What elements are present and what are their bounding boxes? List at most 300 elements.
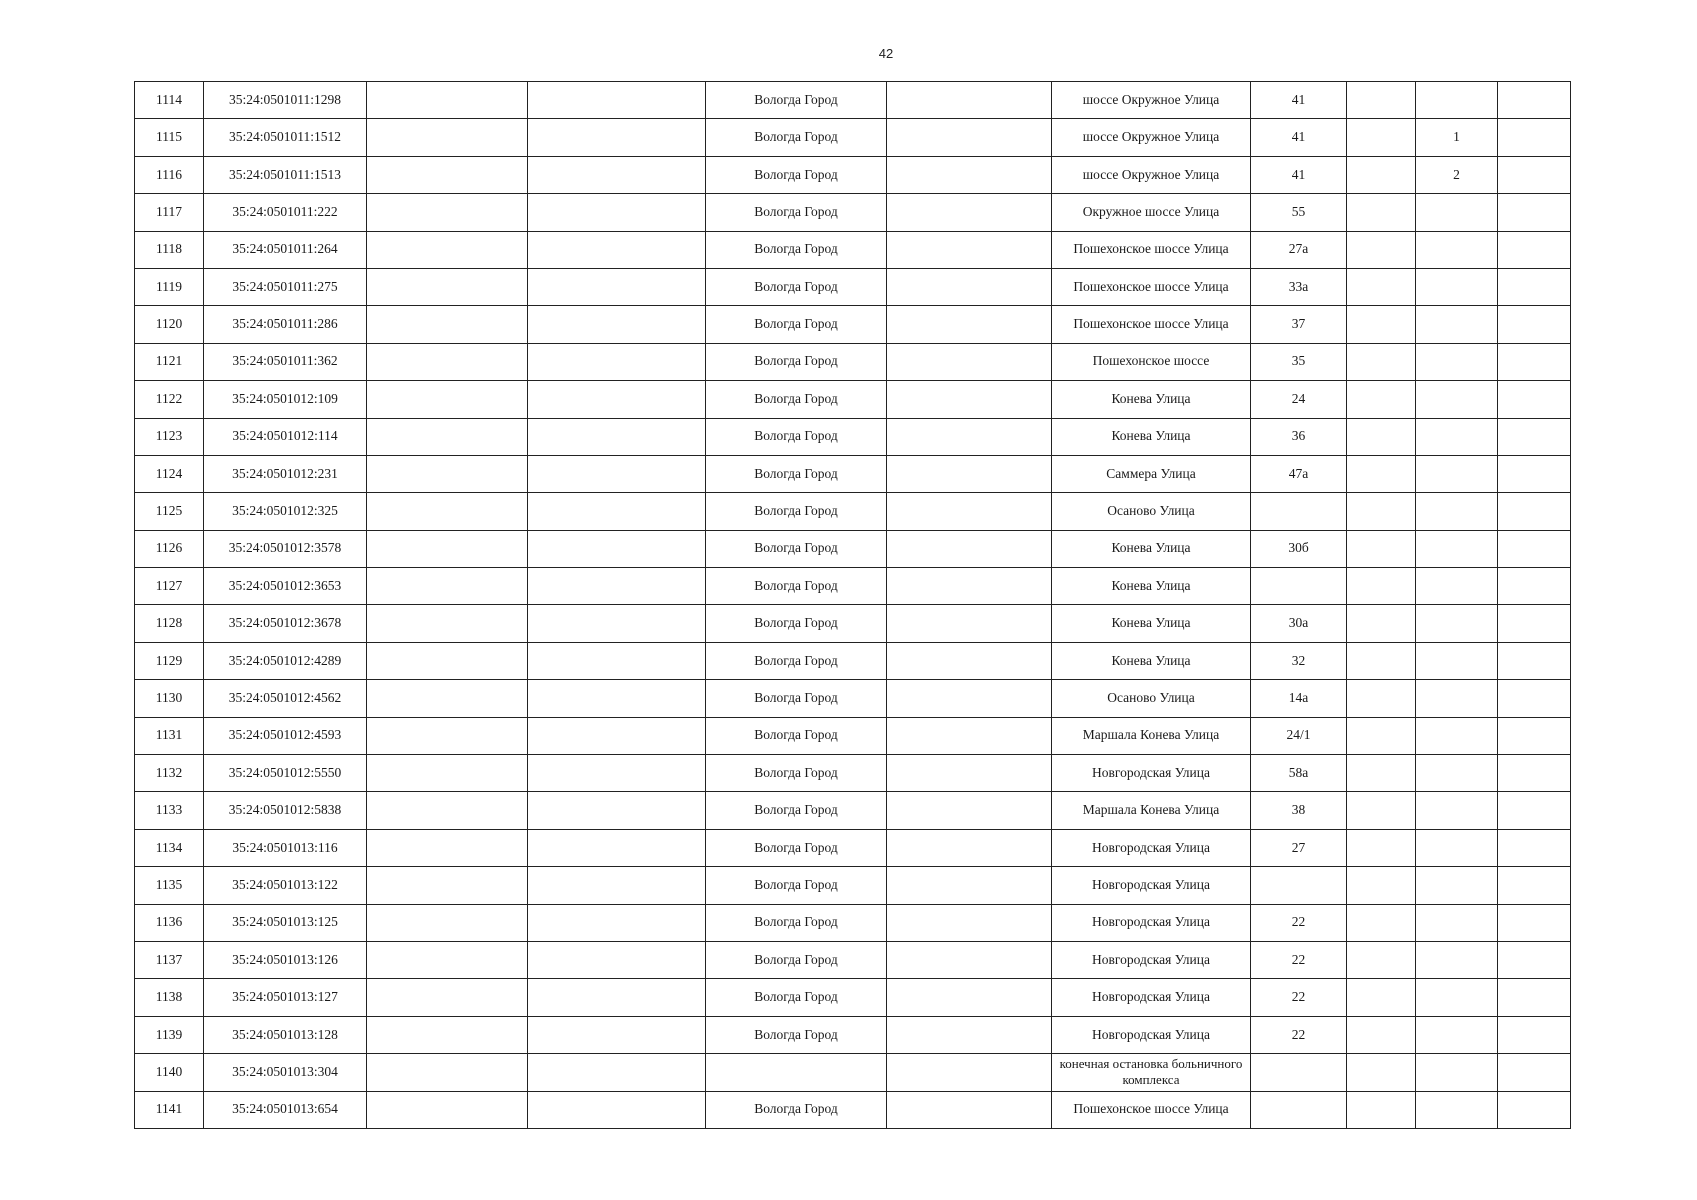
building-cell (1347, 568, 1416, 605)
row-number-cell: 1139 (135, 1016, 204, 1053)
house-number-cell: 22 (1251, 1016, 1347, 1053)
building-cell (1347, 904, 1416, 941)
empty-cell-6 (887, 904, 1052, 941)
apartment-cell (1498, 568, 1571, 605)
house-number-cell (1251, 867, 1347, 904)
empty-cell-6 (887, 1091, 1052, 1128)
house-number-cell: 38 (1251, 792, 1347, 829)
locality-cell: Вологда Город (706, 642, 887, 679)
row-number-cell: 1133 (135, 792, 204, 829)
street-cell: Новгородская Улица (1052, 904, 1251, 941)
street-cell: Маршала Конева Улица (1052, 717, 1251, 754)
cadastral-number-cell: 35:24:0501012:325 (204, 493, 367, 530)
house-number-cell: 58а (1251, 755, 1347, 792)
cadastral-number-cell: 35:24:0501012:3578 (204, 530, 367, 567)
street-cell: Конева Улица (1052, 381, 1251, 418)
table-row (135, 381, 1571, 418)
locality-cell: Вологда Город (706, 455, 887, 492)
apartment-cell (1498, 194, 1571, 231)
cadastral-number-cell: 35:24:0501012:114 (204, 418, 367, 455)
street-cell: шоссе Окружное Улица (1052, 119, 1251, 156)
cadastral-number-cell: 35:24:0501011:1298 (204, 82, 367, 119)
locality-cell: Вологда Город (706, 717, 887, 754)
corpus-cell (1416, 941, 1498, 978)
row-number-cell: 1138 (135, 979, 204, 1016)
locality-cell: Вологда Город (706, 306, 887, 343)
corpus-cell (1416, 1091, 1498, 1128)
row-number-cell: 1129 (135, 642, 204, 679)
apartment-cell (1498, 1091, 1571, 1128)
empty-cell-4 (528, 979, 706, 1016)
empty-cell-3 (367, 605, 528, 642)
cadastral-number-cell: 35:24:0501011:275 (204, 268, 367, 305)
locality-cell: Вологда Город (706, 792, 887, 829)
empty-cell-6 (887, 82, 1052, 119)
empty-cell-6 (887, 194, 1052, 231)
table-row (135, 493, 1571, 530)
corpus-cell (1416, 306, 1498, 343)
cadastral-number-cell: 35:24:0501012:4593 (204, 717, 367, 754)
empty-cell-3 (367, 717, 528, 754)
corpus-cell (1416, 568, 1498, 605)
apartment-cell (1498, 418, 1571, 455)
locality-cell: Вологда Город (706, 979, 887, 1016)
street-cell: Осаново Улица (1052, 493, 1251, 530)
cadastral-number-cell: 35:24:0501013:122 (204, 867, 367, 904)
cadastral-number-cell: 35:24:0501011:1512 (204, 119, 367, 156)
locality-cell: Вологда Город (706, 755, 887, 792)
corpus-cell (1416, 605, 1498, 642)
table-row (135, 119, 1571, 156)
apartment-cell (1498, 82, 1571, 119)
empty-cell-3 (367, 343, 528, 380)
building-cell (1347, 119, 1416, 156)
empty-cell-6 (887, 306, 1052, 343)
building-cell (1347, 680, 1416, 717)
empty-cell-3 (367, 755, 528, 792)
street-cell: Новгородская Улица (1052, 941, 1251, 978)
house-number-cell (1251, 1054, 1347, 1091)
street-cell: Окружное шоссе Улица (1052, 194, 1251, 231)
apartment-cell (1498, 680, 1571, 717)
building-cell (1347, 1091, 1416, 1128)
house-number-cell (1251, 1091, 1347, 1128)
empty-cell-3 (367, 530, 528, 567)
locality-cell: Вологда Город (706, 343, 887, 380)
house-number-cell: 36 (1251, 418, 1347, 455)
empty-cell-3 (367, 306, 528, 343)
empty-cell-6 (887, 829, 1052, 866)
apartment-cell (1498, 268, 1571, 305)
empty-cell-3 (367, 792, 528, 829)
cadastral-number-cell: 35:24:0501012:3678 (204, 605, 367, 642)
page-number: 42 (878, 46, 894, 61)
house-number-cell: 27а (1251, 231, 1347, 268)
house-number-cell: 14а (1251, 680, 1347, 717)
building-cell (1347, 792, 1416, 829)
empty-cell-4 (528, 455, 706, 492)
apartment-cell (1498, 941, 1571, 978)
cadastral-number-cell: 35:24:0501012:5550 (204, 755, 367, 792)
empty-cell-4 (528, 119, 706, 156)
corpus-cell (1416, 268, 1498, 305)
empty-cell-4 (528, 792, 706, 829)
street-cell: Новгородская Улица (1052, 1016, 1251, 1053)
row-number-cell: 1135 (135, 867, 204, 904)
house-number-cell: 41 (1251, 82, 1347, 119)
corpus-cell (1416, 642, 1498, 679)
empty-cell-4 (528, 829, 706, 866)
street-cell: Пошехонское шоссе Улица (1052, 306, 1251, 343)
empty-cell-4 (528, 867, 706, 904)
empty-cell-4 (528, 268, 706, 305)
row-number-cell: 1124 (135, 455, 204, 492)
empty-cell-3 (367, 979, 528, 1016)
table-row (135, 829, 1571, 866)
apartment-cell (1498, 792, 1571, 829)
empty-cell-4 (528, 568, 706, 605)
house-number-cell: 55 (1251, 194, 1347, 231)
building-cell (1347, 306, 1416, 343)
empty-cell-4 (528, 343, 706, 380)
empty-cell-4 (528, 755, 706, 792)
table-row (135, 605, 1571, 642)
locality-cell: Вологда Город (706, 268, 887, 305)
empty-cell-4 (528, 605, 706, 642)
building-cell (1347, 605, 1416, 642)
house-number-cell: 47а (1251, 455, 1347, 492)
locality-cell: Вологда Город (706, 1016, 887, 1053)
street-cell: Новгородская Улица (1052, 979, 1251, 1016)
cadastral-number-cell: 35:24:0501012:109 (204, 381, 367, 418)
apartment-cell (1498, 1054, 1571, 1091)
row-number-cell: 1120 (135, 306, 204, 343)
locality-cell: Вологда Город (706, 530, 887, 567)
empty-cell-4 (528, 1016, 706, 1053)
house-number-cell: 35 (1251, 343, 1347, 380)
table-row (135, 306, 1571, 343)
empty-cell-6 (887, 680, 1052, 717)
building-cell (1347, 231, 1416, 268)
house-number-cell: 22 (1251, 979, 1347, 1016)
registry-table-body (135, 82, 1571, 1129)
table-row (135, 231, 1571, 268)
table-row (135, 82, 1571, 119)
corpus-cell (1416, 680, 1498, 717)
street-cell: Пошехонское шоссе Улица (1052, 268, 1251, 305)
street-cell: Новгородская Улица (1052, 829, 1251, 866)
cadastral-number-cell: 35:24:0501012:4562 (204, 680, 367, 717)
empty-cell-3 (367, 493, 528, 530)
row-number-cell: 1130 (135, 680, 204, 717)
row-number-cell: 1132 (135, 755, 204, 792)
empty-cell-6 (887, 717, 1052, 754)
locality-cell: Вологда Город (706, 418, 887, 455)
street-cell: Пошехонское шоссе (1052, 343, 1251, 380)
corpus-cell (1416, 493, 1498, 530)
empty-cell-3 (367, 119, 528, 156)
row-number-cell: 1117 (135, 194, 204, 231)
building-cell (1347, 867, 1416, 904)
street-cell: шоссе Окружное Улица (1052, 82, 1251, 119)
empty-cell-4 (528, 530, 706, 567)
empty-cell-4 (528, 231, 706, 268)
empty-cell-3 (367, 568, 528, 605)
table-row (135, 904, 1571, 941)
building-cell (1347, 941, 1416, 978)
house-number-cell: 30а (1251, 605, 1347, 642)
building-cell (1347, 82, 1416, 119)
empty-cell-3 (367, 1091, 528, 1128)
empty-cell-4 (528, 642, 706, 679)
corpus-cell (1416, 381, 1498, 418)
street-cell: Маршала Конева Улица (1052, 792, 1251, 829)
table-row (135, 418, 1571, 455)
cadastral-number-cell: 35:24:0501011:1513 (204, 156, 367, 193)
cadastral-number-cell: 35:24:0501013:128 (204, 1016, 367, 1053)
building-cell (1347, 717, 1416, 754)
table-row (135, 792, 1571, 829)
cadastral-number-cell: 35:24:0501011:362 (204, 343, 367, 380)
apartment-cell (1498, 829, 1571, 866)
empty-cell-3 (367, 867, 528, 904)
empty-cell-4 (528, 493, 706, 530)
corpus-cell (1416, 979, 1498, 1016)
building-cell (1347, 1016, 1416, 1053)
house-number-cell: 41 (1251, 119, 1347, 156)
empty-cell-4 (528, 717, 706, 754)
corpus-cell (1416, 530, 1498, 567)
empty-cell-6 (887, 381, 1052, 418)
apartment-cell (1498, 642, 1571, 679)
apartment-cell (1498, 979, 1571, 1016)
locality-cell: Вологда Город (706, 156, 887, 193)
locality-cell: Вологда Город (706, 568, 887, 605)
cadastral-number-cell: 35:24:0501013:126 (204, 941, 367, 978)
house-number-cell: 22 (1251, 904, 1347, 941)
table-row (135, 568, 1571, 605)
empty-cell-3 (367, 455, 528, 492)
cadastral-number-cell: 35:24:0501013:654 (204, 1091, 367, 1128)
locality-cell: Вологда Город (706, 941, 887, 978)
empty-cell-4 (528, 941, 706, 978)
cadastral-number-cell: 35:24:0501012:231 (204, 455, 367, 492)
apartment-cell (1498, 605, 1571, 642)
table-row (135, 455, 1571, 492)
empty-cell-3 (367, 381, 528, 418)
row-number-cell: 1125 (135, 493, 204, 530)
building-cell (1347, 455, 1416, 492)
row-number-cell: 1127 (135, 568, 204, 605)
building-cell (1347, 343, 1416, 380)
building-cell (1347, 156, 1416, 193)
locality-cell: Вологда Город (706, 904, 887, 941)
street-cell: Конева Улица (1052, 605, 1251, 642)
empty-cell-6 (887, 418, 1052, 455)
empty-cell-6 (887, 642, 1052, 679)
empty-cell-4 (528, 1091, 706, 1128)
house-number-cell: 41 (1251, 156, 1347, 193)
locality-cell: Вологда Город (706, 194, 887, 231)
row-number-cell: 1137 (135, 941, 204, 978)
house-number-cell: 33а (1251, 268, 1347, 305)
street-cell: Пошехонское шоссе Улица (1052, 1091, 1251, 1128)
corpus-cell (1416, 194, 1498, 231)
row-number-cell: 1122 (135, 381, 204, 418)
table-row (135, 194, 1571, 231)
table-row (135, 530, 1571, 567)
table-row (135, 642, 1571, 679)
empty-cell-3 (367, 642, 528, 679)
empty-cell-6 (887, 455, 1052, 492)
corpus-cell (1416, 82, 1498, 119)
row-number-cell: 1115 (135, 119, 204, 156)
locality-cell: Вологда Город (706, 493, 887, 530)
empty-cell-4 (528, 82, 706, 119)
empty-cell-6 (887, 530, 1052, 567)
cadastral-number-cell: 35:24:0501012:4289 (204, 642, 367, 679)
empty-cell-4 (528, 156, 706, 193)
row-number-cell: 1131 (135, 717, 204, 754)
apartment-cell (1498, 755, 1571, 792)
empty-cell-4 (528, 306, 706, 343)
building-cell (1347, 418, 1416, 455)
locality-cell: Вологда Город (706, 82, 887, 119)
corpus-cell (1416, 455, 1498, 492)
table-row (135, 1016, 1571, 1053)
row-number-cell: 1126 (135, 530, 204, 567)
street-cell: Конева Улица (1052, 418, 1251, 455)
cadastral-number-cell: 35:24:0501013:304 (204, 1054, 367, 1091)
row-number-cell: 1140 (135, 1054, 204, 1091)
house-number-cell (1251, 568, 1347, 605)
row-number-cell: 1118 (135, 231, 204, 268)
empty-cell-4 (528, 418, 706, 455)
building-cell (1347, 268, 1416, 305)
empty-cell-3 (367, 268, 528, 305)
locality-cell: Вологда Город (706, 231, 887, 268)
apartment-cell (1498, 455, 1571, 492)
house-number-cell: 22 (1251, 941, 1347, 978)
building-cell (1347, 642, 1416, 679)
apartment-cell (1498, 493, 1571, 530)
apartment-cell (1498, 119, 1571, 156)
locality-cell: Вологда Город (706, 680, 887, 717)
building-cell (1347, 979, 1416, 1016)
street-cell: Новгородская Улица (1052, 867, 1251, 904)
table-row (135, 755, 1571, 792)
building-cell (1347, 194, 1416, 231)
table-row (135, 156, 1571, 193)
row-number-cell: 1119 (135, 268, 204, 305)
empty-cell-6 (887, 1016, 1052, 1053)
empty-cell-3 (367, 82, 528, 119)
house-number-cell: 32 (1251, 642, 1347, 679)
row-number-cell: 1136 (135, 904, 204, 941)
table-row (135, 1054, 1571, 1091)
locality-cell: Вологда Город (706, 1091, 887, 1128)
table-row (135, 941, 1571, 978)
corpus-cell (1416, 867, 1498, 904)
empty-cell-6 (887, 755, 1052, 792)
corpus-cell (1416, 904, 1498, 941)
corpus-cell (1416, 792, 1498, 829)
cadastral-number-cell: 35:24:0501011:264 (204, 231, 367, 268)
empty-cell-4 (528, 1054, 706, 1091)
empty-cell-6 (887, 268, 1052, 305)
house-number-cell: 37 (1251, 306, 1347, 343)
empty-cell-3 (367, 156, 528, 193)
house-number-cell (1251, 493, 1347, 530)
table-row (135, 268, 1571, 305)
building-cell (1347, 493, 1416, 530)
table-row (135, 979, 1571, 1016)
street-cell: конечная остановка больничного комплекса (1052, 1054, 1251, 1091)
row-number-cell: 1134 (135, 829, 204, 866)
cadastral-number-cell: 35:24:0501012:3653 (204, 568, 367, 605)
table-row (135, 867, 1571, 904)
table-row (135, 343, 1571, 380)
cadastral-number-cell: 35:24:0501011:286 (204, 306, 367, 343)
cadastral-number-cell: 35:24:0501012:5838 (204, 792, 367, 829)
corpus-cell (1416, 1054, 1498, 1091)
house-number-cell: 24/1 (1251, 717, 1347, 754)
cadastral-number-cell: 35:24:0501013:116 (204, 829, 367, 866)
corpus-cell: 1 (1416, 119, 1498, 156)
locality-cell: Вологда Город (706, 119, 887, 156)
building-cell (1347, 530, 1416, 567)
table-row (135, 717, 1571, 754)
street-cell: Новгородская Улица (1052, 755, 1251, 792)
apartment-cell (1498, 306, 1571, 343)
cadastral-number-cell: 35:24:0501013:127 (204, 979, 367, 1016)
apartment-cell (1498, 381, 1571, 418)
street-cell: Саммера Улица (1052, 455, 1251, 492)
house-number-cell: 30б (1251, 530, 1347, 567)
row-number-cell: 1114 (135, 82, 204, 119)
locality-cell: Вологда Город (706, 867, 887, 904)
empty-cell-3 (367, 194, 528, 231)
street-cell: Конева Улица (1052, 642, 1251, 679)
row-number-cell: 1123 (135, 418, 204, 455)
empty-cell-6 (887, 231, 1052, 268)
empty-cell-3 (367, 829, 528, 866)
table-row (135, 680, 1571, 717)
house-number-cell: 24 (1251, 381, 1347, 418)
empty-cell-6 (887, 605, 1052, 642)
empty-cell-3 (367, 231, 528, 268)
apartment-cell (1498, 530, 1571, 567)
empty-cell-6 (887, 119, 1052, 156)
corpus-cell (1416, 343, 1498, 380)
empty-cell-6 (887, 979, 1052, 1016)
corpus-cell (1416, 1016, 1498, 1053)
row-number-cell: 1141 (135, 1091, 204, 1128)
corpus-cell (1416, 717, 1498, 754)
empty-cell-6 (887, 568, 1052, 605)
empty-cell-3 (367, 904, 528, 941)
empty-cell-4 (528, 194, 706, 231)
house-number-cell: 27 (1251, 829, 1347, 866)
empty-cell-4 (528, 381, 706, 418)
corpus-cell (1416, 418, 1498, 455)
row-number-cell: 1128 (135, 605, 204, 642)
street-cell: Осаново Улица (1052, 680, 1251, 717)
apartment-cell (1498, 343, 1571, 380)
cadastral-number-cell: 35:24:0501013:125 (204, 904, 367, 941)
apartment-cell (1498, 717, 1571, 754)
corpus-cell: 2 (1416, 156, 1498, 193)
